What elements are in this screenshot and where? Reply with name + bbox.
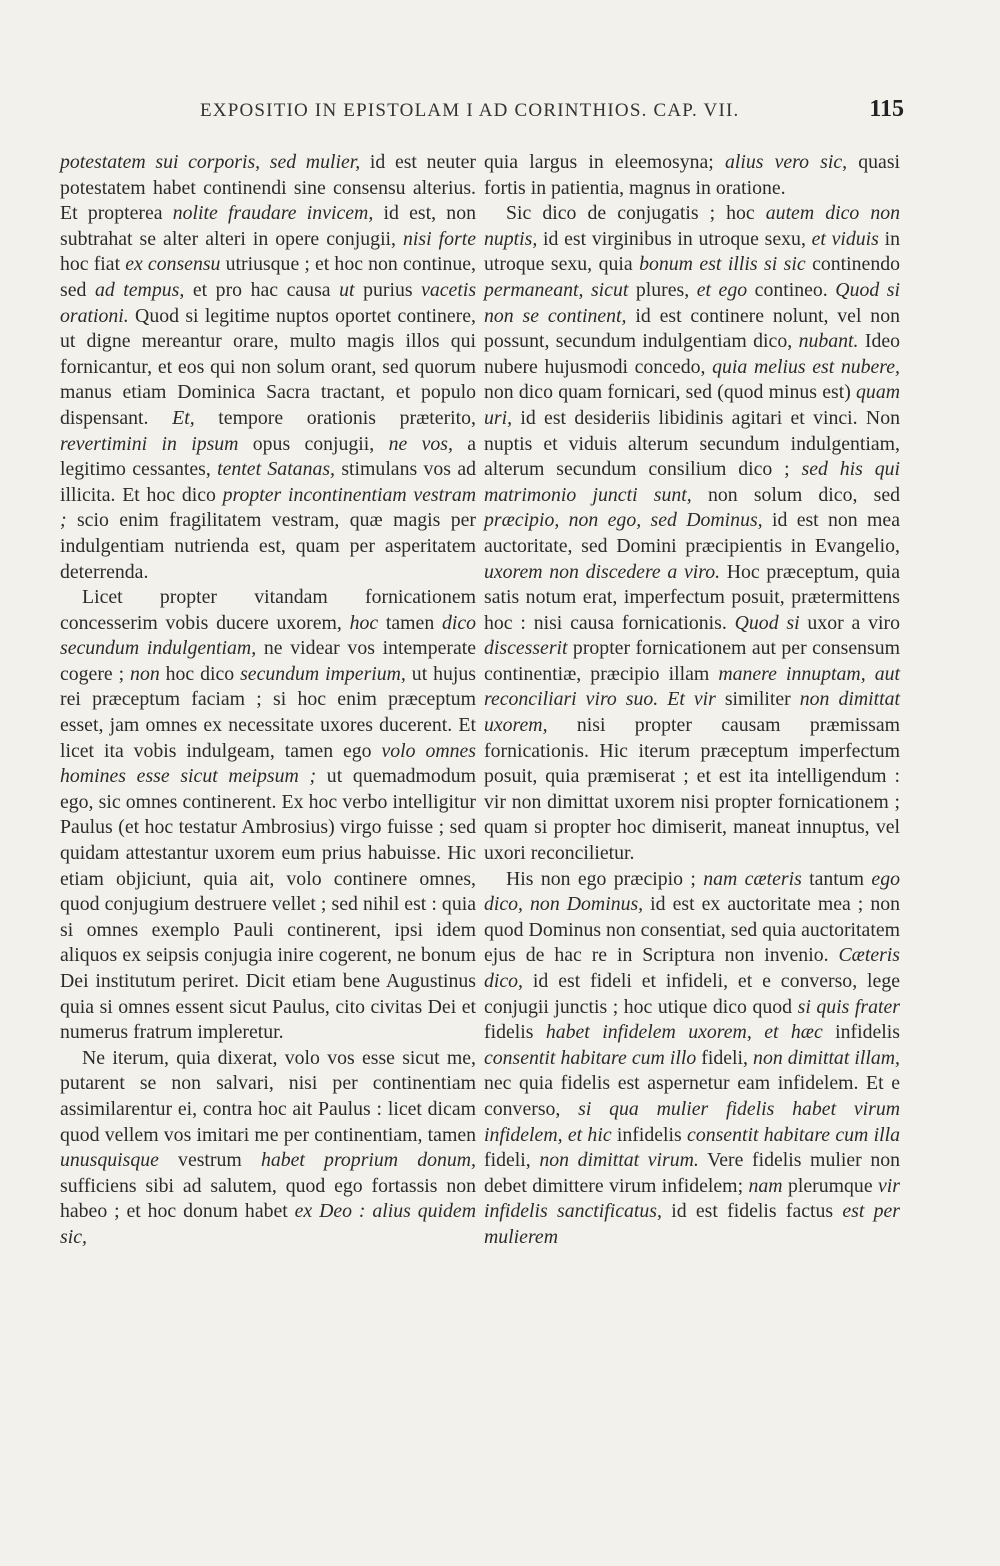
- italic-text: ego dico, non Dominus,: [484, 867, 900, 916]
- text-run: fideli,: [696, 1046, 754, 1069]
- italic-text: unusquisque: [60, 1149, 159, 1172]
- text-run: fidelis: [484, 1021, 546, 1044]
- text-run: id est ex auctoritate mea ; non quod Dominus non consentiat, sed quia auctoritatem ejus de hac re in Scriptura non invenio.: [484, 893, 901, 967]
- italic-text: uxorem non discedere a viro.: [484, 560, 721, 583]
- italic-text: est per mulierem: [484, 1200, 900, 1248]
- text-run: hoc fiat: [60, 253, 126, 276]
- italic-text: bonum est illis si sic: [639, 253, 806, 276]
- italic-text: et viduis: [811, 227, 879, 250]
- right-column: [484, 150, 900, 1251]
- italic-text: nam cæteris: [703, 867, 802, 890]
- text-run: utriusque ; et hoc non continue, sed: [60, 253, 477, 301]
- text-run: id est non mea auctoritate, sed Domini præcipientis in Evangelio,: [484, 509, 900, 557]
- italic-text: vir infidelis sanctificatus,: [484, 1174, 901, 1223]
- text-run: Vere fidelis mulier non debet dimittere virum infidelem;: [484, 1149, 900, 1197]
- paragraph: [484, 150, 900, 201]
- italic-text: nam: [748, 1174, 783, 1197]
- italic-text: quam uri,: [484, 381, 900, 429]
- text-run: similiter: [715, 688, 800, 711]
- text-run: tantum: [801, 867, 872, 890]
- text-run: purius: [354, 278, 422, 301]
- text-run: uxor a viro: [799, 611, 900, 634]
- text-run: fideli,: [484, 1149, 540, 1172]
- text-run: scio enim fragilitatem vestram, quæ magis per indulgentiam nutrienda est, quam per asperitatem deterrenda.: [60, 509, 476, 583]
- italic-text: volo omnes homines esse sicut meipsum ;: [60, 739, 476, 788]
- text-run: infidelis: [822, 1021, 900, 1044]
- text-run: sufficiens sibi ad salutem, quod ego fortassis non habeo ; et hoc donum habet: [60, 1174, 476, 1223]
- italic-text: Cæteris dico,: [484, 944, 900, 992]
- italic-text: autem dico non nuptis,: [484, 202, 900, 250]
- text-run: His non ego præcipio ;: [506, 867, 704, 890]
- italic-text: nolite fraudare invicem,: [172, 202, 374, 225]
- italic-text: si qua mulier fidelis habet virum infidelem, et hic: [484, 1097, 900, 1146]
- italic-text: Et,: [172, 406, 195, 429]
- text-run: non dico quam fornicari, sed (quod minus est): [484, 381, 857, 404]
- italic-text: secundum imperium,: [240, 662, 406, 685]
- text-run: ut hujus rei præceptum faciam ; si hoc enim præceptum esset, jam omnes ex necessitate uxores ducerent. Et licet ita vobis indulgeam, tamen ego: [60, 662, 476, 762]
- italic-text: ex consensu: [125, 253, 221, 276]
- italic-text: consentit habitare cum illo: [484, 1046, 697, 1069]
- italic-text: alius vero sic,: [724, 151, 848, 173]
- text-run: nec quia fidelis est aspernetur eam infidelem. Et e converso,: [484, 1072, 900, 1120]
- text-run: opus conjugii,: [238, 432, 389, 455]
- italic-text: potestatem sui corporis, sed mulier,: [60, 151, 361, 173]
- text-run: stimulans vos ad illicita. Et hoc dico: [60, 458, 476, 506]
- text-run: hoc dico: [159, 662, 241, 685]
- text-run: tamen: [378, 611, 442, 634]
- text-run: quia largus in eleemosyna;: [484, 151, 725, 173]
- italic-text: hoc: [349, 611, 379, 634]
- text-run: in utroque sexu, quia: [484, 227, 900, 276]
- text-run: et pro hac causa: [184, 278, 340, 301]
- paragraph: [60, 585, 476, 1046]
- paragraph: [60, 1046, 476, 1251]
- paragraph: [60, 150, 476, 585]
- italic-text: habet proprium donum,: [260, 1149, 477, 1172]
- text-run: id est desideriis libidinis agitari et vinci. Non nuptis et viduis alterum secundum indulgentiam, alterum secundum consilium dico ;: [484, 406, 900, 481]
- text-run: Licet propter vitandam fornicationem concesserim vobis ducere uxorem,: [60, 586, 476, 634]
- italic-text: habet infidelem uxorem, et hæc: [545, 1021, 823, 1044]
- text-run: tempore orationis præterito,: [194, 406, 476, 429]
- text-run: ut quemadmodum ego, sic omnes continerent. Ex hoc verbo intelligitur Paulus (et hoc testatur Ambrosius) virgo fuisse ; sed quidam attestantur uxorem eum prius habuisse. Hic etiam objiciunt, quia ait, volo continere omnes, quod conjugium destruere vellet ; sed nihil est : quia si omnes exemplo Pauli continerent, ipsi idem aliquos ex seipsis conjugia inire cogerent, ne bonum Dei institutum periret. Dicit etiam bene Augustinus quia si omnes essent sicut Paulus, cito civitas Dei et numerus fratrum impleretur.: [60, 765, 476, 1044]
- paragraph: [484, 867, 900, 1251]
- italic-text: propter incontinentiam vestram ;: [60, 483, 476, 532]
- text-run: a legitimo cessantes,: [60, 432, 476, 481]
- text-run: continendo: [805, 253, 901, 276]
- italic-text: permaneant, sicut: [484, 278, 629, 301]
- text-run: id est fidelis factus: [661, 1200, 843, 1223]
- italic-text: Quod si non se continent,: [484, 278, 900, 327]
- text-run: Sic dico de conjugatis ; hoc: [506, 202, 766, 225]
- page-number: 115: [869, 96, 904, 122]
- text-run: contineo.: [747, 278, 836, 301]
- italic-text: præcipio, non ego, sed Dominus,: [484, 509, 763, 532]
- italic-text: sed his qui matrimonio juncti sunt,: [484, 458, 900, 506]
- italic-text: ut: [339, 278, 355, 301]
- italic-text: consentit habitare cum illa: [687, 1123, 900, 1146]
- italic-text: discesserit: [484, 637, 568, 660]
- text-run: plures,: [628, 278, 697, 301]
- text-run: id est continere nolunt, vel non possunt, secundum indulgentiam dico,: [484, 304, 900, 353]
- text-run: ne videar vos intemperate cogere ;: [60, 637, 477, 685]
- italic-text: non dimittat uxorem,: [484, 688, 900, 737]
- italic-text: quia melius est nubere,: [712, 355, 900, 378]
- text-run: infidelis: [611, 1123, 688, 1146]
- italic-text: et ego: [696, 278, 748, 301]
- text-run: propter fornicationem aut per consensum continentiæ, præcipio illam: [484, 637, 900, 685]
- paragraph: [484, 201, 900, 866]
- italic-text: si quis frater: [797, 995, 900, 1018]
- text-run: vestrum: [158, 1149, 261, 1172]
- italic-text: tentet Satanas,: [217, 458, 336, 481]
- text-run: id est fideli et infideli, et e converso, lege conjugii junctis ; hoc utique dico quod: [484, 970, 900, 1018]
- text-run: plerumque: [782, 1174, 879, 1197]
- italic-text: non dimittat virum.: [539, 1149, 699, 1172]
- running-head: [200, 96, 904, 126]
- text-run: nisi propter causam præmissam fornicationis. Hic iterum præceptum imperfectum posuit, quia præmiserat ; et est ita intelligendum : vir non dimittat uxorem nisi propter fornicationem ; quam si propter hoc dimiserit, maneat innuptus, vel uxori reconcilietur.: [484, 714, 900, 865]
- italic-text: vacetis orationi.: [60, 278, 477, 327]
- text-run: Hoc præceptum, quia satis notum erat, imperfectum posuit, prætermittens hoc : nisi causa fornicationis.: [484, 560, 900, 634]
- text-run: Quod si legitime nuptos oportet continere, ut digne mereantur orare, multo magis illos qui fornicantur, et eos qui non solum orant, sed quorum manus etiam Dominica Sacra tractant, et populo dispensant.: [60, 304, 476, 429]
- text-run: id est neuter potestatem habet continendi sine consensu alterius. Et propterea: [60, 151, 477, 225]
- italic-text: nubant.: [798, 330, 859, 353]
- italic-text: ad tempus,: [94, 278, 185, 301]
- text-run: quasi fortis in patientia, magnus in oratione.: [484, 151, 901, 199]
- italic-text: dico secundum indulgentiam,: [60, 611, 476, 660]
- text-run: non solum dico, sed: [691, 483, 901, 506]
- italic-text: non: [130, 662, 160, 685]
- text-run: id est virginibus in utroque sexu,: [537, 227, 812, 250]
- italic-text: ne vos,: [388, 432, 453, 455]
- running-title: EXPOSITIO IN EPISTOLAM I AD CORINTHIOS. CAP. VII.: [200, 100, 740, 121]
- text-run: Ne iterum, quia dixerat, volo vos esse sicut me, putarent se non salvari, nisi per continentiam assimilarentur ei, contra hoc ait Paulus : licet dicam quod vellem vos imitari me per continentiam, tamen: [60, 1046, 476, 1146]
- left-column: [60, 150, 476, 1251]
- italic-text: nisi forte: [403, 227, 476, 250]
- italic-text: Quod si: [734, 611, 800, 634]
- italic-text: non dimittat illam,: [753, 1046, 900, 1069]
- text-run: id est, non subtrahat se alter alteri in opere conjugii,: [60, 202, 476, 250]
- italic-text: manere innuptam, aut reconciliari viro suo. Et vir: [484, 662, 900, 711]
- text-run: Ideo nubere hujusmodi concedo,: [484, 330, 901, 378]
- italic-text: revertimini in ipsum: [60, 432, 239, 455]
- italic-text: ex Deo : alius quidem sic,: [60, 1200, 476, 1248]
